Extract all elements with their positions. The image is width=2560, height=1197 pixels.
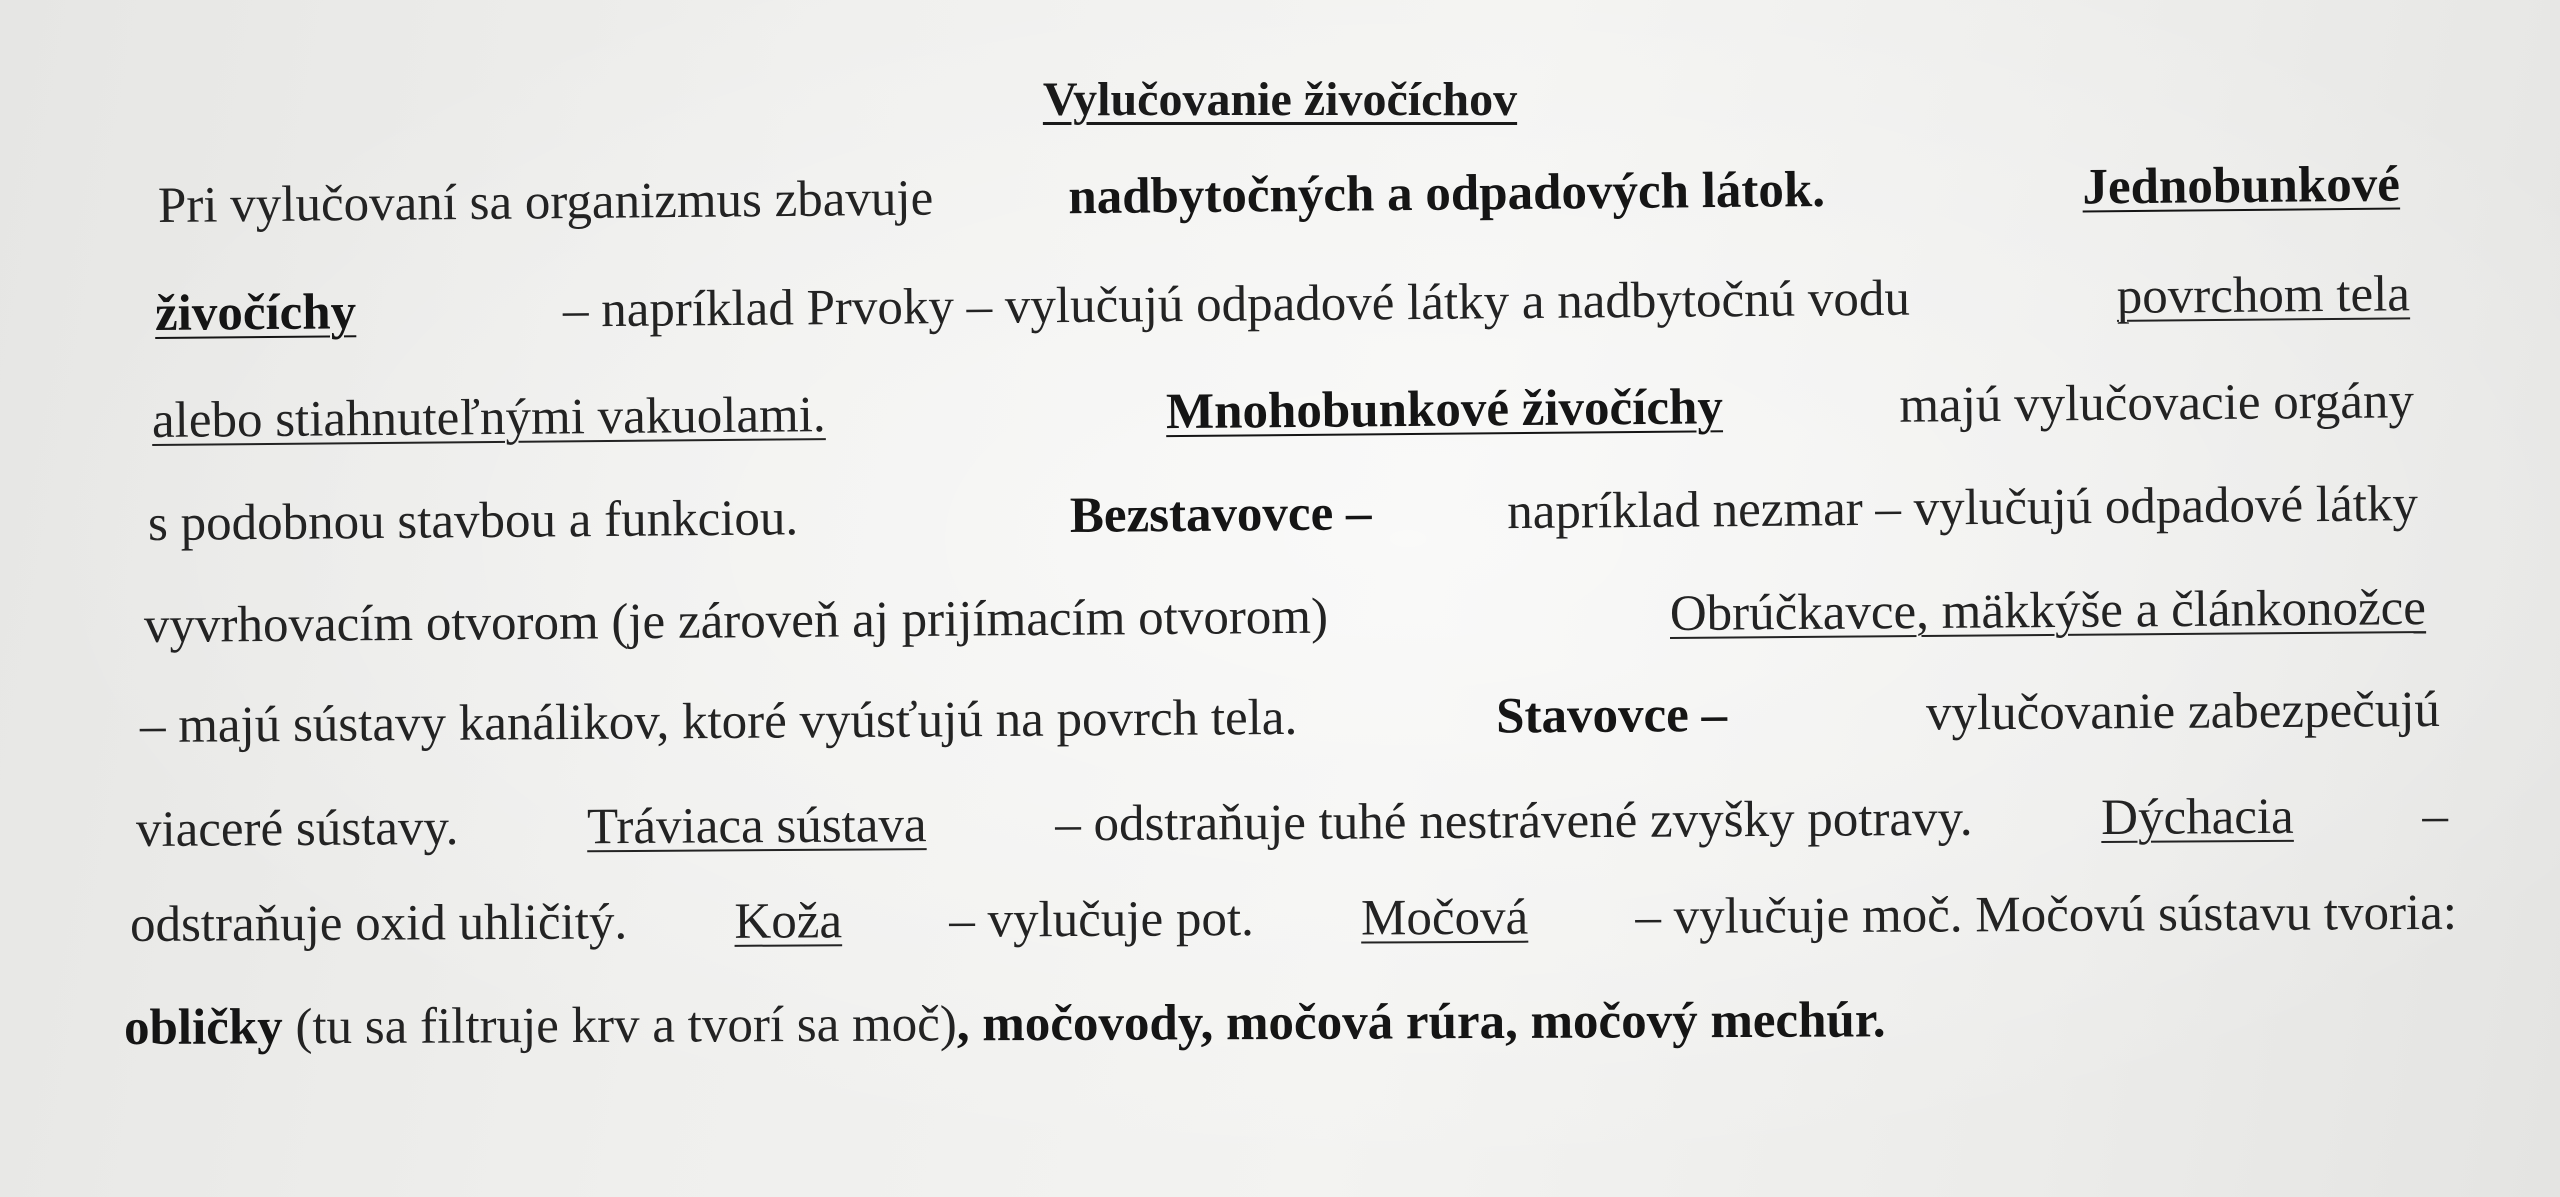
text-segment: vyvrhovacím otvorom (je zároveň aj prijímacím otvorom) [143,588,1341,654]
text-segment [1947,157,1960,221]
underlined-phrase: alebo stiahnuteľnými vakuolami. [151,387,826,449]
text-segment: majú vylučovacie orgány [1886,373,2415,434]
text-line-7 [136,784,2448,862]
text-segment: – vylučuje moč. Močovú sústavu tvoria: [1622,884,2458,946]
text-line-1 [158,152,2401,238]
underlined-phrase: Močová [1360,889,1529,947]
text-line-9 [124,988,1886,1060]
text-segment: s podobnou stavbou a funkciou. [147,490,812,552]
text-segment: – napríklad Prvoky – vylučujú odpadové látky a nadbytočnú vodu [549,270,1923,339]
underlined-phrase: Dýchacia [2101,788,2294,846]
text-segment: Pri vylučovaní sa organizmus zbavuje [157,170,947,234]
underlined-phrase: Obrúčkavce, mäkkýše a článkonožce [1669,580,2427,643]
underlined-term: Jednobunkové [2082,156,2401,216]
bold-term: , močovody, močová rúra, močový mechúr. [956,992,1886,1053]
text-segment: (tu sa filtruje krv a tvorí sa moč) [282,996,957,1056]
text-segment: napríklad nezmar – vylučujú odpadové látky [1494,476,2419,541]
text-segment: vylučovanie zabezpečujú [1913,681,2441,742]
text-segment: – vylučuje pot. [936,891,1267,949]
text-segment: – [2409,787,2449,845]
text-line-6 [140,678,2440,758]
text-line-5 [144,576,2426,658]
text-line-2 [155,262,2410,346]
text-segment [989,382,1002,446]
document-title: Vylučovanie živočíchov [1042,73,1518,126]
underlined-term: živočíchy [154,284,357,342]
underlined-phrase: Koža [734,893,843,950]
underlined-phrase: povrchom tela [2116,266,2411,325]
text-segment: odstraňuje oxid uhličitý. [129,894,641,953]
underlined-term: Mnohobunkové živočíchy [1165,379,1724,441]
text-line-3 [152,369,2414,453]
underlined-phrase: Tráviaca sústava [586,797,927,856]
text-segment: viaceré sústavy. [135,799,472,858]
text-line-4 [148,472,2418,556]
bold-term: Bezstavovce – [1069,485,1372,544]
bold-term: obličky [123,999,283,1056]
text-line-8 [130,881,2457,957]
bold-term: nadbytočných a odpadových látok. [1068,161,1826,226]
text-segment: – odstraňuje tuhé nestrávené zvyšky potravy. [1042,790,1986,853]
text-segment [934,485,947,549]
bold-term: Stavovce – [1495,686,1728,745]
text-segment: – majú sústavy kanálikov, ktoré vyúsťujú na povrch tela. [139,689,1311,754]
